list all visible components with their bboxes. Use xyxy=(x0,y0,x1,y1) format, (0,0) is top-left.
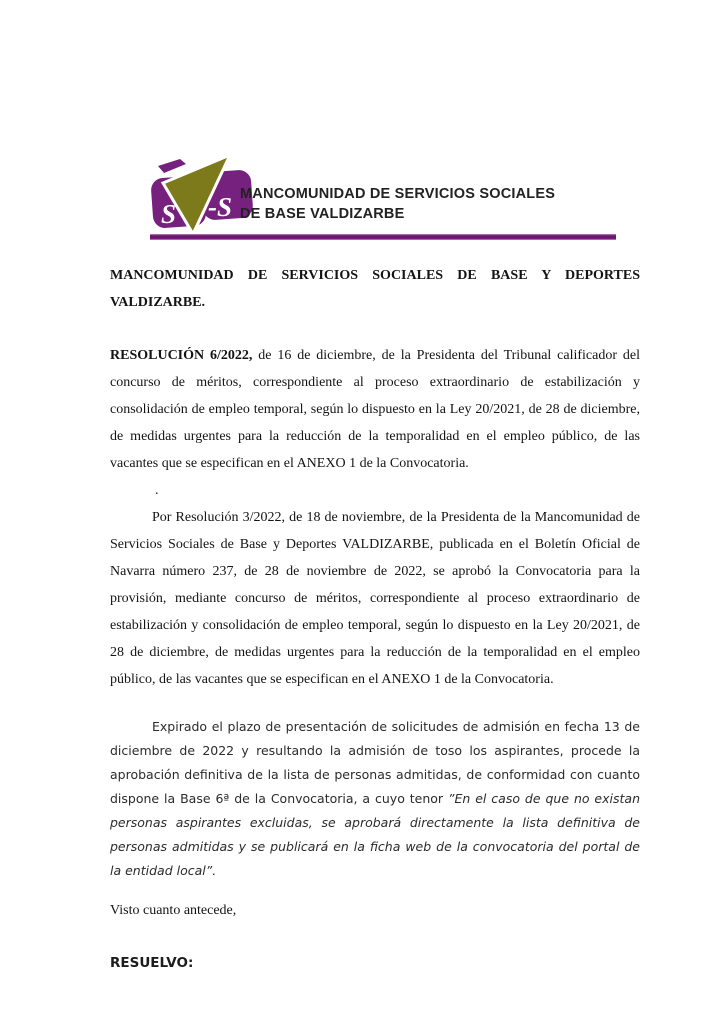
resuelvo-heading: RESUELVO: xyxy=(110,955,194,971)
document-title: MANCOMUNIDAD DE SERVICIOS SOCIALES DE BASE Y DEPORTES VALDIZARBE. xyxy=(110,268,640,310)
logo-accent-shape xyxy=(158,159,186,173)
resolution-paragraph xyxy=(110,342,640,477)
stray-dot-line: . xyxy=(155,483,159,498)
document-body xyxy=(110,262,640,977)
org-name xyxy=(240,184,555,224)
resolution-text: de 16 de diciembre, de la Presidenta del Tribunal calificador del concurso de méritos, correspondiente al proceso extraordinario de estabilización y consolidación de empleo temporal, según lo dispuesto en la Ley 20/2021, de 28 de diciembre, de medidas urgentes para la reducción de la temporalidad en el empleo público, de las vacantes que se especifican en el ANEXO 1 de la Convocatoria. xyxy=(110,348,640,471)
visto-line: Visto cuanto antecede, xyxy=(110,903,237,918)
background-paragraph: Por Resolución 3/2022, de 18 de noviembre, de la Presidenta de la Mancomunidad de Servicios Sociales de Base y Deportes VALDIZARBE, publicada en el Boletín Oficial de Navarra número 237, de 28 de noviembre de 2022, se aprobó la Convocatoria para la provisión, mediante concurso de méritos, correspondiente al proceso extraordinario de estabilización y consolidación de empleo temporal, según lo dispuesto en la Ley 20/2021, de 28 de diciembre, de medidas urgentes para la reducción de la temporalidad en el empleo público, de las vacantes que se especifican en el ANEXO 1 de la Convocatoria. xyxy=(110,510,640,687)
admission-text: Expirado el plazo de presentación de solicitudes de admisión en fecha 13 de diciembre de 2022 y resultando la admisión de toso los aspirantes, procede la aprobación definitiva de la lista de personas admitidas, de conformidad con cuanto dispone la Base 6ª de la Convocatoria, a cuyo tenor xyxy=(110,719,640,806)
header-divider xyxy=(150,234,616,240)
logo-s-left: S xyxy=(161,199,177,229)
admission-paragraph xyxy=(110,715,640,883)
resolution-number: RESOLUCIÓN 6/2022, xyxy=(110,348,253,363)
org-name-line1: MANCOMUNIDAD DE SERVICIOS SOCIALES xyxy=(240,186,556,202)
base6-quotation: ”En el caso de que no existan personas aspirantes excluidas, se aprobará directamente la lista definitiva de personas admitidas y se publicará en la ficha web de la convocatoria del portal de la entidad local”. xyxy=(110,791,640,878)
letterhead xyxy=(150,150,620,242)
logo-s-right: -S xyxy=(208,192,233,222)
org-name-line2: DE BASE VALDIZARBE xyxy=(240,206,405,222)
